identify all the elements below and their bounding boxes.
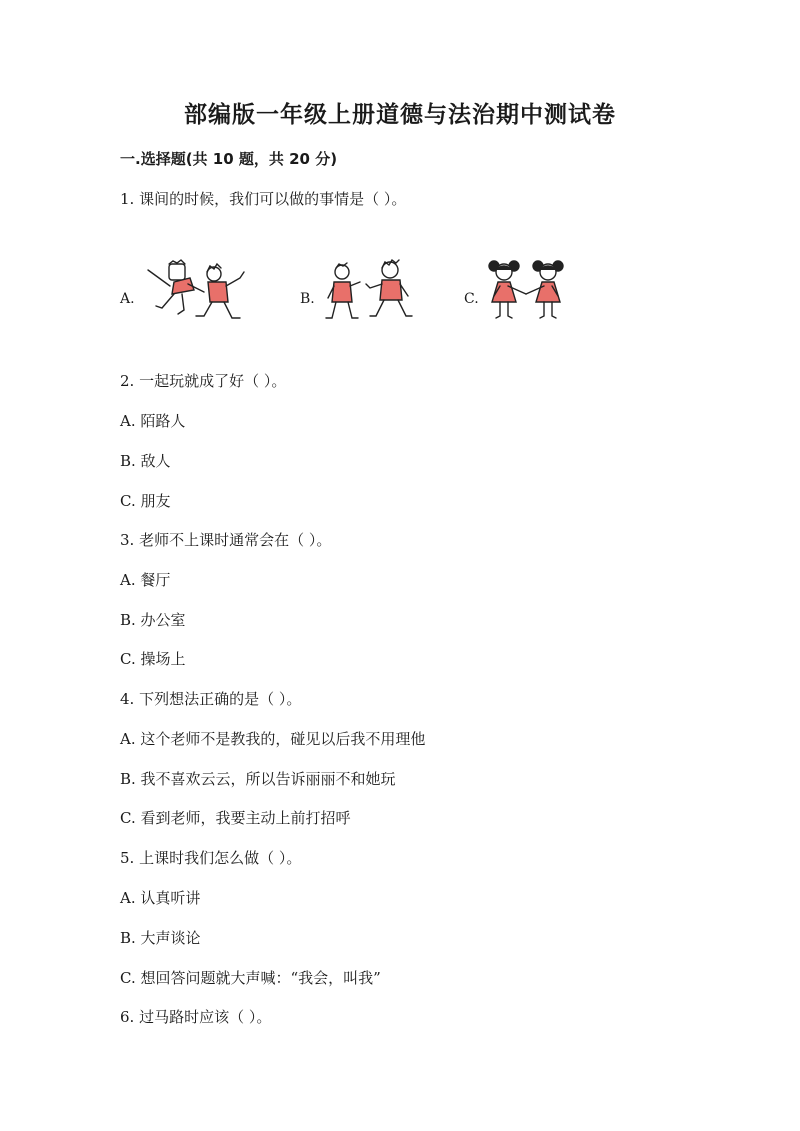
question-4-stem: 4. 下列想法正确的是（ ）。	[120, 690, 302, 708]
question-2-option-b[interactable]: B. 敌人	[120, 452, 171, 470]
question-2-stem: 2. 一起玩就成了好（ ）。	[120, 372, 287, 390]
question-6-stem: 6. 过马路时应该（ ）。	[120, 1008, 272, 1026]
question-2-option-a[interactable]: A. 陌路人	[120, 412, 186, 430]
two-boys-arguing-illustration	[322, 258, 416, 324]
question-4-option-c[interactable]: C. 看到老师，我要主动上前打招呼	[120, 809, 351, 827]
question-2-option-c[interactable]: C. 朋友	[120, 492, 171, 510]
question-4-option-b[interactable]: B. 我不喜欢云云，所以告诉丽丽不和她玩	[120, 770, 396, 788]
two-boys-fighting-illustration	[144, 258, 248, 324]
question-5-option-c[interactable]: C. 想回答问题就大声喊：“我会，叫我”	[120, 969, 381, 987]
question-3-option-a[interactable]: A. 餐厅	[120, 571, 171, 589]
question-1-option-c[interactable]	[464, 258, 594, 338]
question-1-stem: 1. 课间的时候，我们可以做的事情是（ ）。	[120, 190, 407, 208]
option-label: B.	[300, 291, 315, 307]
question-5-option-b[interactable]: B. 大声谈论	[120, 929, 201, 947]
option-label: C.	[464, 291, 479, 307]
two-girls-holding-hands-illustration	[486, 258, 566, 324]
question-1-option-b[interactable]	[300, 258, 430, 338]
question-5-stem: 5. 上课时我们怎么做（ ）。	[120, 849, 302, 867]
section-heading: 一.选择题(共 10 题，共 20 分)	[120, 150, 338, 168]
question-1-option-a[interactable]	[120, 258, 260, 338]
question-5-option-a[interactable]: A. 认真听讲	[120, 889, 201, 907]
option-label: A.	[120, 291, 135, 307]
question-4-option-a[interactable]: A. 这个老师不是教我的，碰见以后我不用理他	[120, 730, 426, 748]
question-3-option-b[interactable]: B. 办公室	[120, 611, 186, 629]
question-3-option-c[interactable]: C. 操场上	[120, 650, 186, 668]
page-title: 部编版一年级上册道德与法治期中测试卷	[184, 101, 616, 128]
question-3-stem: 3. 老师不上课时通常会在（ ）。	[120, 531, 332, 549]
